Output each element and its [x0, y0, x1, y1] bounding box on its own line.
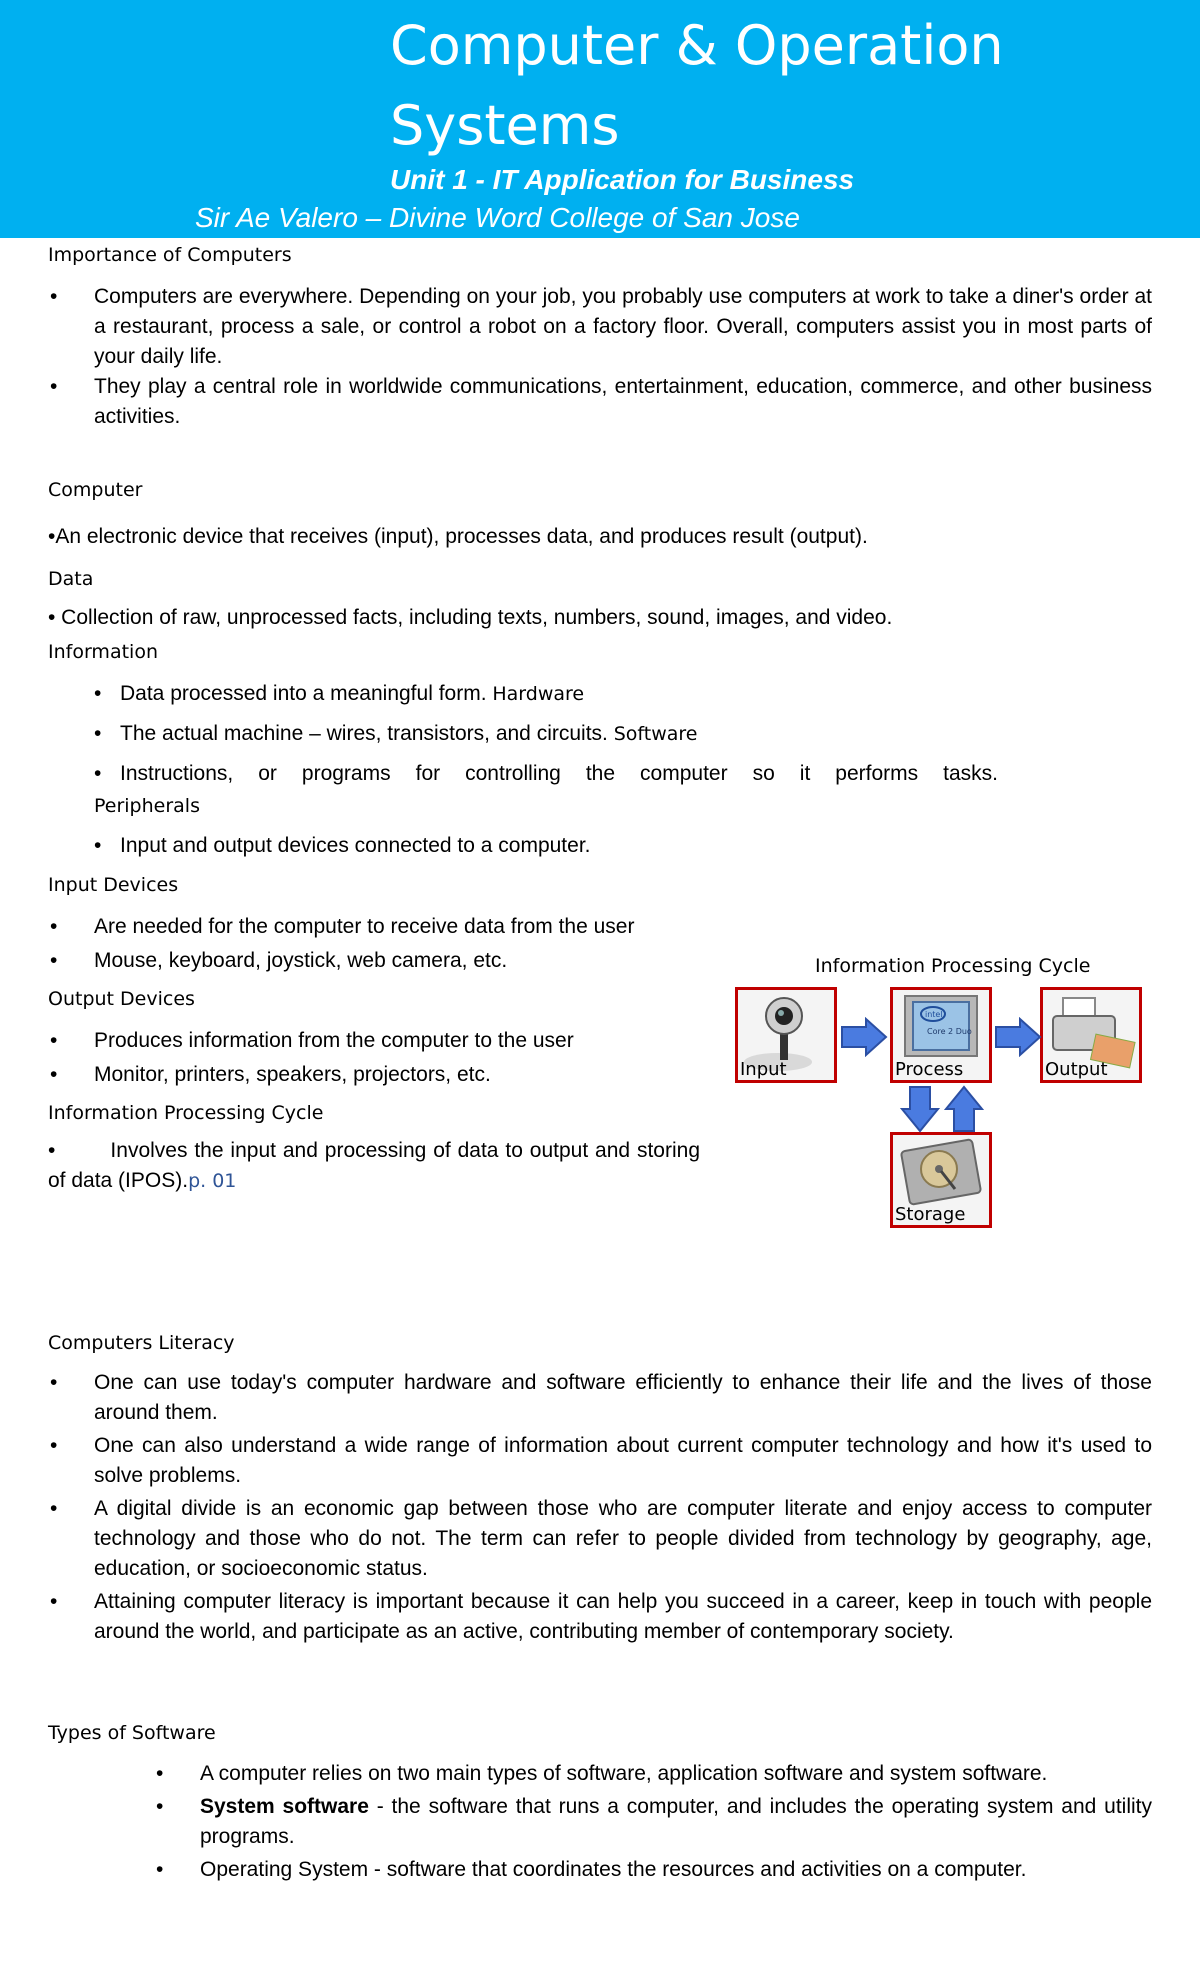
data-definition: • Collection of raw, unprocessed facts, including texts, numbers, sound, images, and video.	[48, 606, 893, 629]
diagram-title: Information Processing Cycle	[815, 955, 1091, 977]
process-label: Process	[895, 1059, 964, 1080]
hardware-heading: Hardware	[492, 683, 585, 705]
process-box	[890, 987, 992, 1083]
input-box	[735, 987, 837, 1083]
output-label: Output	[1045, 1059, 1108, 1080]
list-item: • Input and output devices connected to a computer.	[94, 834, 591, 857]
importance-list	[50, 282, 1152, 432]
list-item: • One can use today's computer hardware and software efficiently to enhance their life and the lives of those around them.	[50, 1371, 1152, 1424]
literacy-heading: Computers Literacy	[48, 1332, 235, 1354]
importance-heading: Importance of Computers	[48, 244, 292, 266]
information-heading: Information	[48, 641, 158, 663]
computer-heading: Computer	[48, 479, 143, 501]
document-subtitle: Unit 1 - IT Application for Business	[390, 164, 855, 195]
list-item: • A digital divide is an economic gap between those who are computer literate and enjoy access to computer technology and those who do not. The term can refer to people divided from technology by geography, age, education, or socioeconomic status.	[50, 1497, 1152, 1580]
list-item: • Operating System - software that coordinates the resources and activities on a computer.	[156, 1858, 1027, 1881]
ipc-definition: • Involves the input and processing of data to output and storing of data (IPOS).p. 01	[48, 1139, 706, 1192]
input-devices-heading: Input Devices	[48, 874, 179, 896]
input-devices-list	[50, 912, 714, 976]
storage-label: Storage	[895, 1204, 966, 1225]
input-label: Input	[740, 1059, 787, 1080]
arrow-right-icon	[840, 1017, 888, 1057]
software-types-heading: Types of Software	[48, 1722, 216, 1744]
arrow-down-icon	[900, 1085, 940, 1133]
peripherals-heading: Peripherals	[94, 795, 200, 817]
output-box	[1040, 987, 1142, 1083]
svg-text:Core 2 Duo: Core 2 Duo	[927, 1027, 972, 1036]
page-number: p. 01	[188, 1170, 237, 1192]
list-item: • Data processed into a meaningful form. Hardware	[94, 682, 585, 705]
output-devices-list	[50, 1026, 714, 1090]
computer-definition: •An electronic device that receives (input), processes data, and produces result (output).	[48, 525, 868, 548]
list-item: • One can also understand a wide range of information about current computer technology and how it's used to solve problems.	[50, 1434, 1152, 1487]
information-list	[94, 679, 998, 871]
list-item: • Monitor, printers, speakers, projectors, etc.	[50, 1063, 491, 1086]
list-item: • System software - the software that runs a computer, and includes the operating system and utility programs.	[156, 1795, 1153, 1848]
software-types-list	[156, 1759, 1153, 1885]
list-item: • Produces information from the computer to the user	[50, 1029, 574, 1052]
svg-text:intel: intel	[925, 1010, 943, 1019]
header-banner	[0, 0, 1200, 238]
ipc-heading: Information Processing Cycle	[48, 1102, 324, 1124]
arrow-right-icon	[994, 1017, 1042, 1057]
list-item: • They play a central role in worldwide communications, entertainment, education, commerce, and other business activities.	[50, 375, 1152, 428]
list-item: • Mouse, keyboard, joystick, web camera, etc.	[50, 949, 508, 972]
list-item: • The actual machine – wires, transistors, and circuits. Software	[94, 722, 698, 745]
ipc-diagram	[730, 955, 1150, 1235]
literacy-list	[50, 1368, 1152, 1647]
list-item: • Instructions, or programs for controlling the computer so it performs tasks. Peripherals	[94, 759, 998, 831]
list-item: • A computer relies on two main types of software, application software and system software.	[156, 1762, 1048, 1785]
list-item: • Computers are everywhere. Depending on your job, you probably use computers at work to take a diner's order at a restaurant, process a sale, or control a robot on a factory floor. Overall, computers assist you in most parts of your daily life.	[50, 285, 1152, 368]
arrow-up-icon	[944, 1085, 984, 1133]
storage-box	[890, 1132, 992, 1228]
list-item: • Are needed for the computer to receive data from the user	[50, 915, 635, 938]
document-title: Computer & Operation Systems	[390, 14, 1004, 157]
list-item: • Attaining computer literacy is important because it can help you succeed in a career, keep in touch with people around the world, and participate as an active, contributing member of contemporary society.	[50, 1590, 1152, 1643]
output-devices-heading: Output Devices	[48, 988, 195, 1010]
document-author: Sir Ae Valero – Divine Word College of San Jose	[195, 202, 800, 233]
software-heading: Software	[613, 723, 698, 745]
data-heading: Data	[48, 568, 94, 590]
